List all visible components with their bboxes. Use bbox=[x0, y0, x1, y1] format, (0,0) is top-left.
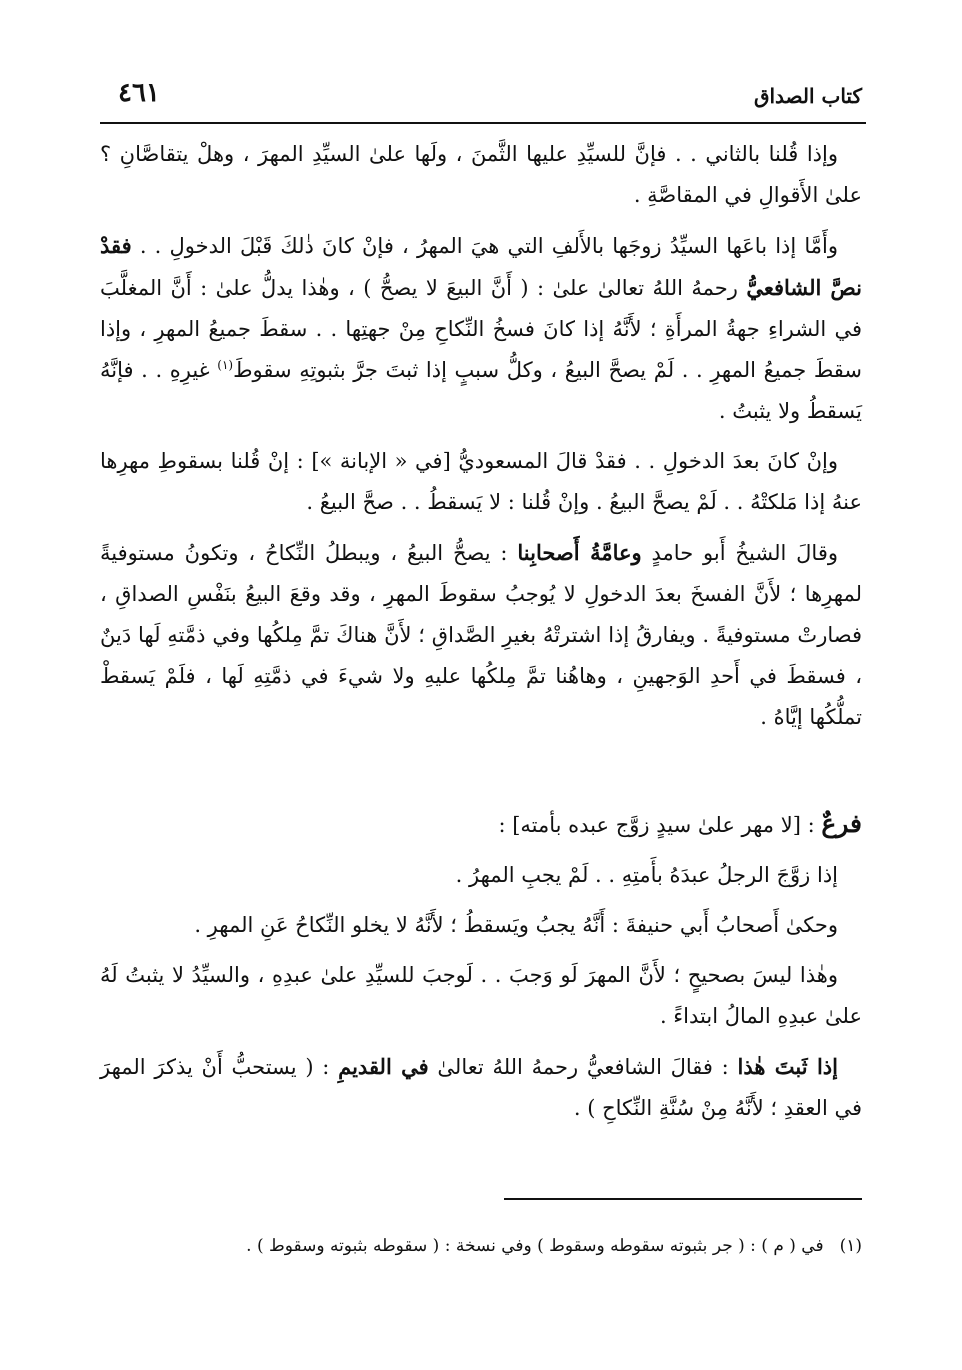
page-header bbox=[100, 78, 862, 118]
footnote bbox=[100, 1232, 862, 1260]
paragraph-4-text: : يصحُّ البيعُ ، ويبطلُ النِّكاحُ ، وتكونُ مستوفيةً لمهرِها ؛ لأَنَّ الفسخَ بعدَ الدخولِ لا يُوجبُ سقوطَ المهرِ ، وقد وقعَ البيعُ بنَفْسِ الصداقِ ، فصارتْ مستوفيةً . ويفارقُ إذا اشترتْهُ بغيرِ الصَّداقِ ؛ لأَنَّ هناكَ تمَّ مِلكُها وفي ذمَّتهِ لَها دَينٌ ، فسقطَ في أَحدِ الوَجهينِ ، وهاهُنا تمَّ مِلكُها عليهِ ولا شيءَ في ذمَّتِهِ لَها ، فلَمْ يَسقطْ تملُّكُها إيَّاهُ . bbox=[100, 541, 862, 729]
paragraph-2-lead: وأَمَّا إذا باعَها السيِّدُ زوجَها بالأَلفِ التي هيَ المهرُ ، فإنْ كانَ ذٰلكَ قَبْلَ الدخولِ . . bbox=[131, 234, 838, 258]
paragraph-3-text: وإنْ كانَ بعدَ الدخولِ . . فقدْ قالَ المسعوديُّ [في « الإبانة »] : إنْ قُلنا بسقوطِ مهرِها عنهُ إذا مَلكتْهُ . . لَمْ يصحَّ البيعُ . وإنْ قُلنا : لا يَسقطُ . . صحَّ البيعُ . bbox=[100, 449, 862, 514]
branch-paragraph-3 bbox=[100, 955, 862, 1037]
paragraph-4-bold-phrase: وعامَّةُ أَصحابِنا bbox=[517, 540, 642, 565]
branch-paragraph-1-text: إذا زوَّجَ الرجلُ عبدَهُ بأَمتِهِ . . لَمْ يجبِ المهرُ . bbox=[455, 863, 838, 887]
chapter-title: كتاب الصداق bbox=[753, 84, 862, 108]
paragraph-2-text: رحمهُ اللهُ تعالىٰ علىٰ : ( أَنَّ البيعَ لا يصحُّ ) ، وهٰذا يدلُّ علىٰ : أَنَّ المغلَّبَ في الشراءِ جهةُ المرأَةِ ؛ لأَنَّهُ إذا كانَ فسخُ النِّكاحِ مِنْ جهتِها . . سقطَ جميعُ المهرِ ، وإذا سقطَ جميعُ المهرِ . . لَمْ يصحَّ البيعُ ، وكلُّ سببٍ إذا ثبتَ جرَّ بثبوتِهِ سقوطَ bbox=[100, 276, 862, 382]
branch-heading bbox=[100, 803, 862, 846]
section-gap bbox=[100, 747, 862, 803]
footnote-text: في ( م ) : ( جر بثبوته سقوطه وسقوط ) وفي نسخة : ( سقوطه بثبوته وسقوط ) . bbox=[246, 1236, 824, 1256]
paragraph-1 bbox=[100, 134, 862, 216]
page-number: ٤٦١ bbox=[118, 78, 160, 108]
paragraph-2-tail: غيرِهِ . . فإنَّهُ يَسقطُ ولا يثبتُ . bbox=[100, 358, 862, 423]
paragraph-3 bbox=[100, 441, 862, 523]
main-text bbox=[100, 134, 862, 1138]
paragraph-1-text: وإذا قُلنا بالثاني . . فإنَّ للسيِّدِ عليها الثَّمنَ ، ولَها علىٰ السيِّدِ المهرَ ، وهلْ يتقاصَّانِ ؟ علىٰ الأَقوالِ في المقاصَّةِ . bbox=[100, 142, 862, 207]
branch-paragraph-2-text: وحكىٰ أَصحابُ أَبي حنيفةَ : أَنَّهُ يجبُ ويَسقطُ ؛ لأَنَّهُ لا يخلو النِّكاحُ عَنِ المهرِ . bbox=[194, 913, 838, 937]
footnote-rule bbox=[504, 1198, 862, 1200]
branch-paragraph-3-text: وهٰذا ليسَ بصحيحٍ ؛ لأَنَّ المهرَ لَو وَجبَ . . لَوجبَ للسيِّدِ علىٰ عبدِهِ ، والسيِّدُ لا يثبتُ لَهُ علىٰ عبدِهِ المالُ ابتداءً . bbox=[100, 963, 862, 1028]
branch-paragraph-2 bbox=[100, 905, 862, 946]
paragraph-2 bbox=[100, 225, 862, 432]
branch-paragraph-4 bbox=[100, 1046, 862, 1129]
paragraph-4-lead: وقالَ الشيخُ أَبو حامدٍ bbox=[641, 541, 838, 565]
branch-paragraph-4-bold-lead: إذا ثَبتَ هٰذا bbox=[737, 1054, 838, 1079]
branch-paragraph-4-text: : فقالَ الشافعيُّ رحمهُ اللهُ تعالىٰ bbox=[428, 1055, 738, 1079]
branch-title: : [لا مهر علىٰ سيدٍ زوَّج عبده بأمته] : bbox=[498, 813, 822, 837]
header-rule bbox=[100, 122, 866, 124]
footnote-number: (١) bbox=[839, 1236, 862, 1256]
branch-label: فرعٌ bbox=[821, 809, 862, 838]
branch-paragraph-4-bold-mid: في القديمِ bbox=[338, 1054, 429, 1079]
paragraph-4 bbox=[100, 532, 862, 738]
footnote-reference[interactable]: (١) bbox=[217, 358, 234, 372]
branch-paragraph-4-tail: : ( يستحبُّ أَنْ يذكرَ المهرَ في العقدِ ؛ لأَنَّهُ مِنْ سُنَّةِ النِّكاحِ ) . bbox=[100, 1055, 862, 1120]
branch-paragraph-1 bbox=[100, 855, 862, 896]
paragraph-2-bold-phrase: فقدْ نصَّ الشافعيُّ bbox=[100, 233, 862, 300]
